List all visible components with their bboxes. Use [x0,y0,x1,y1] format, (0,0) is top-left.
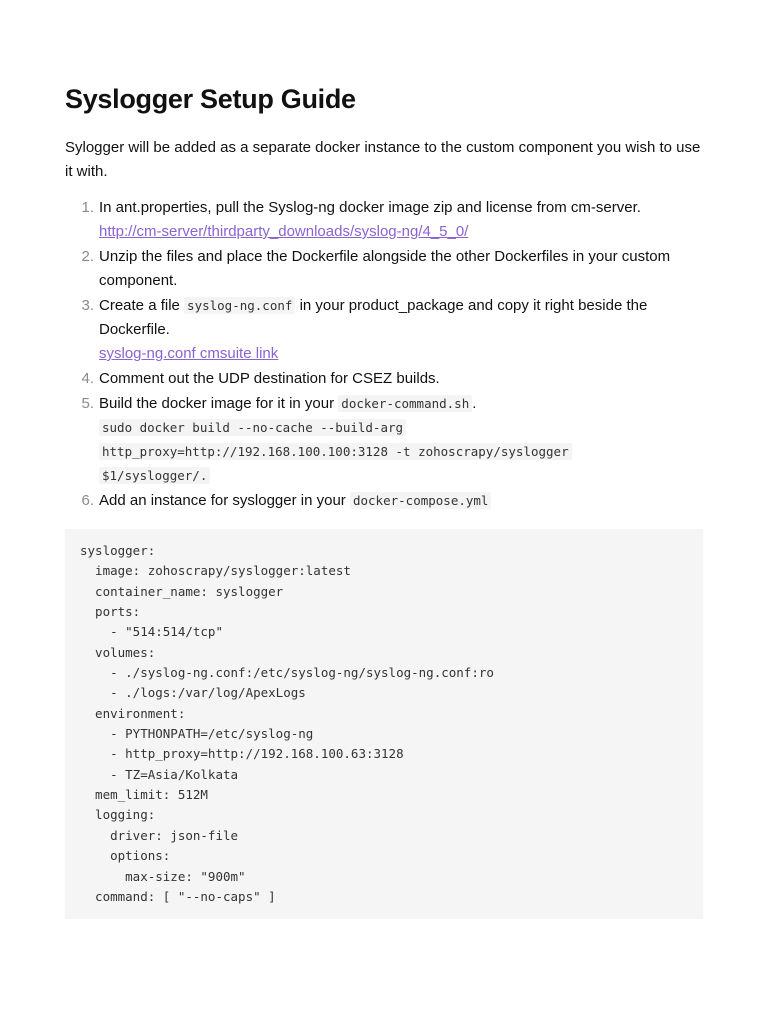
list-item [65,392,703,488]
step-text-before: Build the docker image for it in your [99,395,335,412]
code-line: image: zohoscrapy/syslogger:latest [80,563,351,579]
list-item [65,489,703,513]
page-title: Syslogger Setup Guide [65,84,356,114]
step-text-before: Create a file [99,297,180,314]
code-line: - ./syslog-ng.conf:/etc/syslog-ng/syslog-ng.conf:ro [80,665,494,681]
steps-list [65,196,703,513]
code-line: - PYTHONPATH=/etc/syslog-ng [80,726,314,742]
code-line: container_name: syslogger [80,583,284,599]
download-link[interactable]: http://cm-server/thirdparty_downloads/syslog-ng/4_5_0/ [99,223,469,240]
list-item [65,294,703,366]
step-text: Comment out the UDP destination for CSEZ builds. [99,370,440,387]
list-item [65,245,703,293]
docker-build-command [99,416,703,488]
step-number: 2. [81,248,94,265]
code-line: mem_limit: 512M [80,787,208,803]
inline-code: docker-compose.yml [350,492,491,509]
step-text: In ant.properties, pull the Syslog-ng docker image zip and license from cm-server. [99,199,641,216]
docker-compose-code-block [65,529,703,919]
code-line: - ./logs:/var/log/ApexLogs [80,685,306,701]
list-item [65,367,703,391]
step-text-before: Add an instance for syslogger in your [99,492,346,509]
command-line: sudo docker build --no-cache --build-arg [99,419,406,436]
code-line: ports: [80,604,141,620]
code-line: command: [ "--no-caps" ] [80,888,276,904]
code-line: syslogger: [80,543,156,558]
code-line: environment: [80,705,186,721]
code-line: - TZ=Asia/Kolkata [80,766,239,782]
code-line: volumes: [80,644,156,660]
step-number: 4. [81,370,94,387]
intro-paragraph: Sylogger will be added as a separate docker instance to the custom component you wish to use it with. [65,139,701,180]
step-text-after: in your product_package and copy it right beside the Dockerfile. [99,297,648,338]
step-number: 5. [81,395,94,412]
list-item [65,196,703,244]
cmsuite-link[interactable]: syslog-ng.conf cmsuite link [99,345,279,362]
command-line: http_proxy=http://192.168.100.100:3128 -t zohoscrapy/syslogger [99,443,572,460]
inline-code: syslog-ng.conf [184,297,295,314]
code-line: - "514:514/tcp" [80,624,223,640]
code-line: - http_proxy=http://192.168.100.63:3128 [80,746,404,762]
code-line: logging: [80,807,156,823]
inline-code: docker-command.sh [338,395,472,412]
step-text: Unzip the files and place the Dockerfile alongside the other Dockerfiles in your custom component. [99,248,671,289]
step-number: 6. [81,492,94,509]
step-text-after: . [472,395,477,412]
code-line: max-size: "900m" [80,868,246,884]
code-line: driver: json-file [80,827,239,843]
command-line: $1/syslogger/. [99,467,210,484]
code-line: options: [80,848,171,864]
step-number: 1. [81,199,94,216]
step-number: 3. [81,297,94,314]
